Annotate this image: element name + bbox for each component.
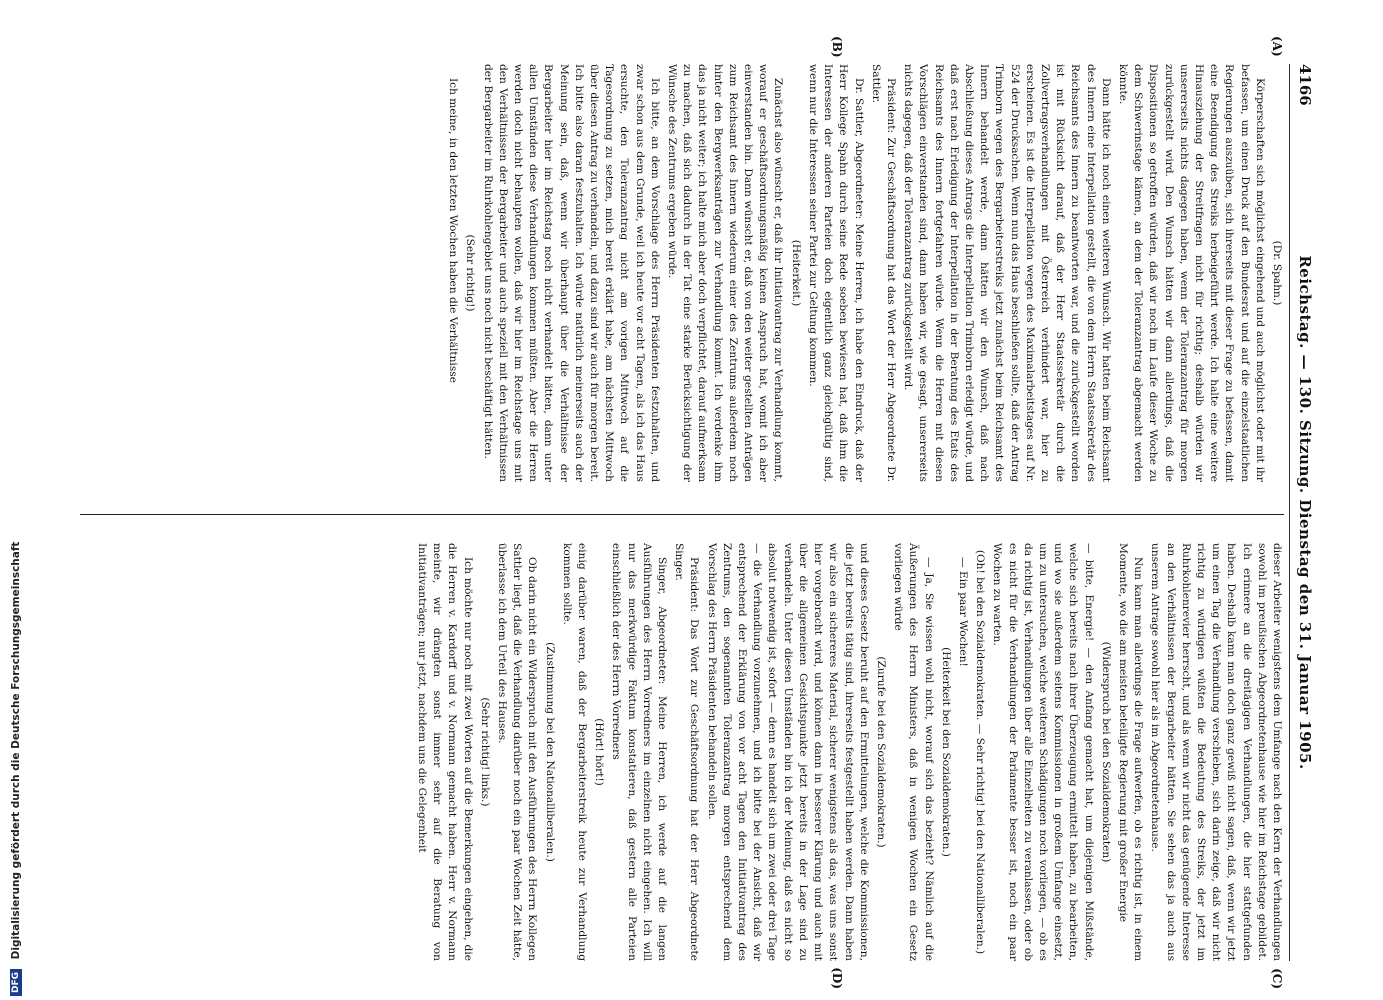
interjection: (Sehr richtig!): [464, 234, 477, 312]
margin-marker-b: (B): [830, 36, 844, 58]
paragraph: — Ein paar Wochen!: [956, 557, 969, 667]
right-column: [80, 543, 1284, 961]
margin-marker-a: (A): [1270, 36, 1284, 57]
paragraph: und dieses Gesetz beruht auf den Ermittelungen, welche die Kommissionen, die jetzt bereits tätig sind, ihrerseits festgestellt haben werden. Dann haben wir also ein sichereres Material, sicherer wenigstens als das, was uns sonst hier vorgebracht wird, und können dann in besserer Klärung und auch mit über die allgemeinen Gesichtspunkte jetzt bereits in der Lage sind zu verhandeln. Unter diesen Umständen bin ich der Meinung, daß es nicht so absolut notwendig ist, sofort — denn es handelt sich um zwei oder drei Tage — die Verhandlung vorzunehmen, und ich bitte bei der Ansicht, daß wir entsprechend der Erklärung von vor acht Tagen den Initiativantrag des Zentrums, den sogenannten Toleranzantrag morgen entsprechend dem Vorschlag des Herrn Präsidenten behandeln sollen.: [705, 543, 870, 961]
paragraph: Dann hätte ich noch einen weiteren Wunsch. Wir hatten beim Reichsamt des Innern eine Interpellation gestellt, die von dem Herrn Staatssekretär des Reichsamts des Innern zu beantworten war, und die zurückgestellt worden ist mit Rücksicht darauf, daß der Herr Staatssekretär durch die Zollvertragsverhandlungen mit Österreich verhindert war, hier zu erscheinen. Es ist die Interpellation wegen des Maximalarbeitstages auf Nr. 524 der Drucksachen. Wenn nun das Haus beschließen sollte, daß der Antrag Trimborn wegen des Bergarbeiterstreiks jetzt zunächst beim Reichsamt des Innern behandelt werde, dann hätten wir den Wunsch, daß nach Abschließung dieses Antrags die Interpellation Trimborn erledigt würde, und daß erst nach Erledigung der Interpellation in der Beratung des Etats des Reichsamts des Innern fortgefahren würde. Wenn die Herren mit diesen Vorschlägen einverstanden sind, dann haben wir, wie gesagt, unsererseits nichts dagegen, daß der Toleranzantrag zurückgestellt wird.: [902, 64, 1112, 482]
paragraph: dieser Arbeiter wenigstens dem Umfange nach den Kern der Verhandlungen sowohl im preußischen Abgeordnetenhause wie hier im Reichstage gebildet. Ich erinnere an die dreitägigen Verhandlungen, die hier stattgefunden haben. Deshalb kann man doch ganz gewiß nicht sagen, daß, wenn wir jetzt um einen Tag die Verhandlung verschieben, sich darin zeige, daß wir nicht richtig zu würdigen wüßten die Bedeutung des Streiks, der jetzt im Ruhrkohlenrevier herrscht, und als wenn wir nicht das genügende Interesse an den Verhältnissen der Bergarbeiter hätten. Sie sehen das ja auch aus unserem Antrage sowohl hier als im Abgeordnetenhause.: [1149, 543, 1283, 961]
paragraph: Zunächst also wünscht er, daß ihr Initiativantrag zur Verhandlung kommt, worauf er geschäftsordnungsmäßig keinen Anspruch hat, womit ich aber einverstanden bin. Dann wünscht er, daß von den weiter gestellten Anträgen zum Reichsamt des Innern wiederum einer des Zentrums außerdem noch hinter den Bergwerksanträgen zur Verhandlung kommt. Ich verdenke ihm das ja nicht weiter; ich halte mich aber doch verpflichtet, darauf aufmerksam zu machen, daß sich dadurch in der Tat eine starke Berücksichtigung der Wünsche des Zentrums ergeben würde.: [666, 64, 785, 482]
interjection: (Widerspruch bei den Sozialdemokraten): [1099, 641, 1112, 863]
page-number: 4166: [1296, 64, 1314, 106]
margin-marker-d: (D): [830, 967, 844, 989]
column-divider: [80, 514, 1284, 515]
interjection: (Heiterkeit.): [789, 239, 802, 307]
paragraph: — bitte, Energie! — den Anfang gemacht hat, um diejenigen Mißstände, welche sich bereits nach ihrer Überzeugung ermittelt haben, zu bearbeiten, und wo sie außerdem seitens Kommissionen in großem Umfange einsetzt, um zu untersuchen, welche weiteren Schädigungen noch vorliegen, — ob es da richtig ist, Verhandlungen über alle Einzelheiten zu veranlassen, oder ob es nicht für die Verhandlungen der Parlamente besser ist, noch ein paar Wochen zu warten.: [991, 543, 1095, 961]
paragraph: Ich möchte nur noch mit zwei Worten auf die Bemerkungen eingehen, die die Herren v. Kardorff und v. Normann gemacht haben. Herr v. Normann meinte, wir drängten sonst immer sehr auf die Beratung von Initiativanträgen; nur jetzt, nachdem uns die Gelegenheit: [416, 543, 474, 961]
text-columns: [80, 36, 1284, 989]
interjection: (Hört! hört!): [593, 718, 606, 786]
document-page: [80, 36, 1320, 989]
page-header: [1289, 64, 1320, 961]
credit-text: Digitalisierung gefördert durch die Deutsche Forschungsgemeinschaft: [10, 541, 22, 960]
interjection: (Heiterkeit bei den Sozialdemokraten.): [939, 647, 952, 857]
margin-marker-c: (C): [1270, 968, 1284, 989]
dfg-logo: DFG: [10, 969, 22, 996]
paragraph: Singer, Abgeordneter: Meine Herren, ich werde auf die langen Ausführungen des Herrn Vorredners im einzelnen nicht eingehen. Ich will nur das merkwürdige Faktum konstatieren, daß gestern alle Parteien einschließlich der des Herrn Vorredners: [610, 543, 669, 961]
paragraph: — Ja, Sie wissen wohl nicht, worauf sich das bezieht? Nämlich auf die Äußerungen des Herrn Ministers, daß in wenigen Wochen ein Gesetz vorliegen würde: [892, 543, 935, 961]
speaker-note: (Dr. Spahn.): [1271, 240, 1283, 306]
paragraph: Körperschaften sich möglichst eingehend und auch möglichst oder mit ihr befassen, um einen Druck auf den Bundesrat und auf die einzelstaatlichen Regierungen auszuüben, sich ihrerseits mit dieser Frage zu befassen, damit eine Beendigung des Streiks herbeigeführt werde. Ich halte eine weitere Hinausziehung der Streitfragen nicht für richtig; deshalb würden wir unsererseits nichts dagegen haben, wenn der Toleranzantrag für morgen zurückgestellt wird. Den Wunsch hätten wir dann allerdings, daß die Dispositionen so getroffen würden, daß wir noch im Laufe dieser Woche zu dem Schwerinstage kämen, an dem der Toleranzantrag abgemacht werden könnte.: [1116, 64, 1266, 482]
paragraph: Nun kann man allerdings die Frage aufwerfen, ob es richtig ist, in einem Momente, wo die am meisten beteiligte Regierung mit großer Energie: [1116, 543, 1145, 961]
paragraph: Präsident: Das Wort zur Geschäftsordnung hat der Herr Abgeordnete Singer.: [673, 543, 701, 961]
paragraph: Dr. Sattler, Abgeordneter: Meine Herren, ich habe den Eindruck, daß der Herr Kollege Spahn durch seine Rede soeben bewiesen hat, daß ihm die Interessen der anderen Parteien doch eigentlich ganz gleichgültig sind, wenn nur die Interessen seiner Partei zur Geltung kommen.: [806, 64, 865, 482]
interjection: (Sehr richtig! links.): [478, 697, 491, 807]
page-title: Reichstag. — 130. Sitzung. Dienstag den 31. Januar 1905.: [1296, 255, 1314, 770]
paragraph: Ich bitte, an dem Vorschlage des Herrn Präsidenten festzuhalten, und zwar schon aus dem Grunde, weil ich heute vor acht Tagen, als ich das Haus ersuchte, den Toleranzantrag nicht am vorigen Mittwoch auf die Tagesordnung zu setzen, mich bereit erklärt habe, am nächsten Mittwoch über diesen Antrag zu verhandeln, und dazu sind wir auch für morgen bereit. Ich bitte also daran festzuhalten. Ich würde natürlich meinerseits auch der Meinung sein, daß, wenn wir überhaupt über die Verhältnisse der Bergarbeiter hier im Reichstag noch nicht verhandelt hätten, dann unter allen Umständen diese Verhandlungen kommen müßten. Aber die Herren werden doch nicht behaupten wollen, daß wir hier im Reichstage uns mit den Verhältnissen der Bergarbeiter und auch speziell mit den Verhältnissen der Bergarbeiter im Ruhrkohlengebiet uns noch nicht beschäftigt hätten.: [481, 64, 661, 482]
left-column: [80, 64, 1284, 482]
paragraph: Präsident: Zur Geschäftsordnung hat das Wort der Herr Abgeordnete Dr. Sattler.: [869, 64, 897, 482]
paragraph: Ob darin nicht ein Widerspruch mit den Ausführungen des Herrn Kollegen Sattler liegt, daß die Verhandlung darüber noch ein paar Wochen Zeit hätte, überlasse ich dem Urteil des Hauses.: [496, 543, 539, 961]
interjection: (Zurufe bei den Sozialdemokraten.): [874, 656, 887, 848]
paragraph: einig darüber waren, daß der Bergarbeiterstreik heute zur Verhandlung kommen sollte.: [560, 543, 589, 961]
interjection: (Oh! bei den Sozialdemokraten. — Sehr richtig! bei den Nationalliberalen.): [974, 549, 987, 955]
paragraph: Ich meine, in den letzten Wochen haben die Verhältnisse: [447, 78, 460, 383]
digitization-credit: [10, 396, 22, 996]
interjection: (Zustimmung bei den Nationalliberalen.): [543, 642, 556, 862]
